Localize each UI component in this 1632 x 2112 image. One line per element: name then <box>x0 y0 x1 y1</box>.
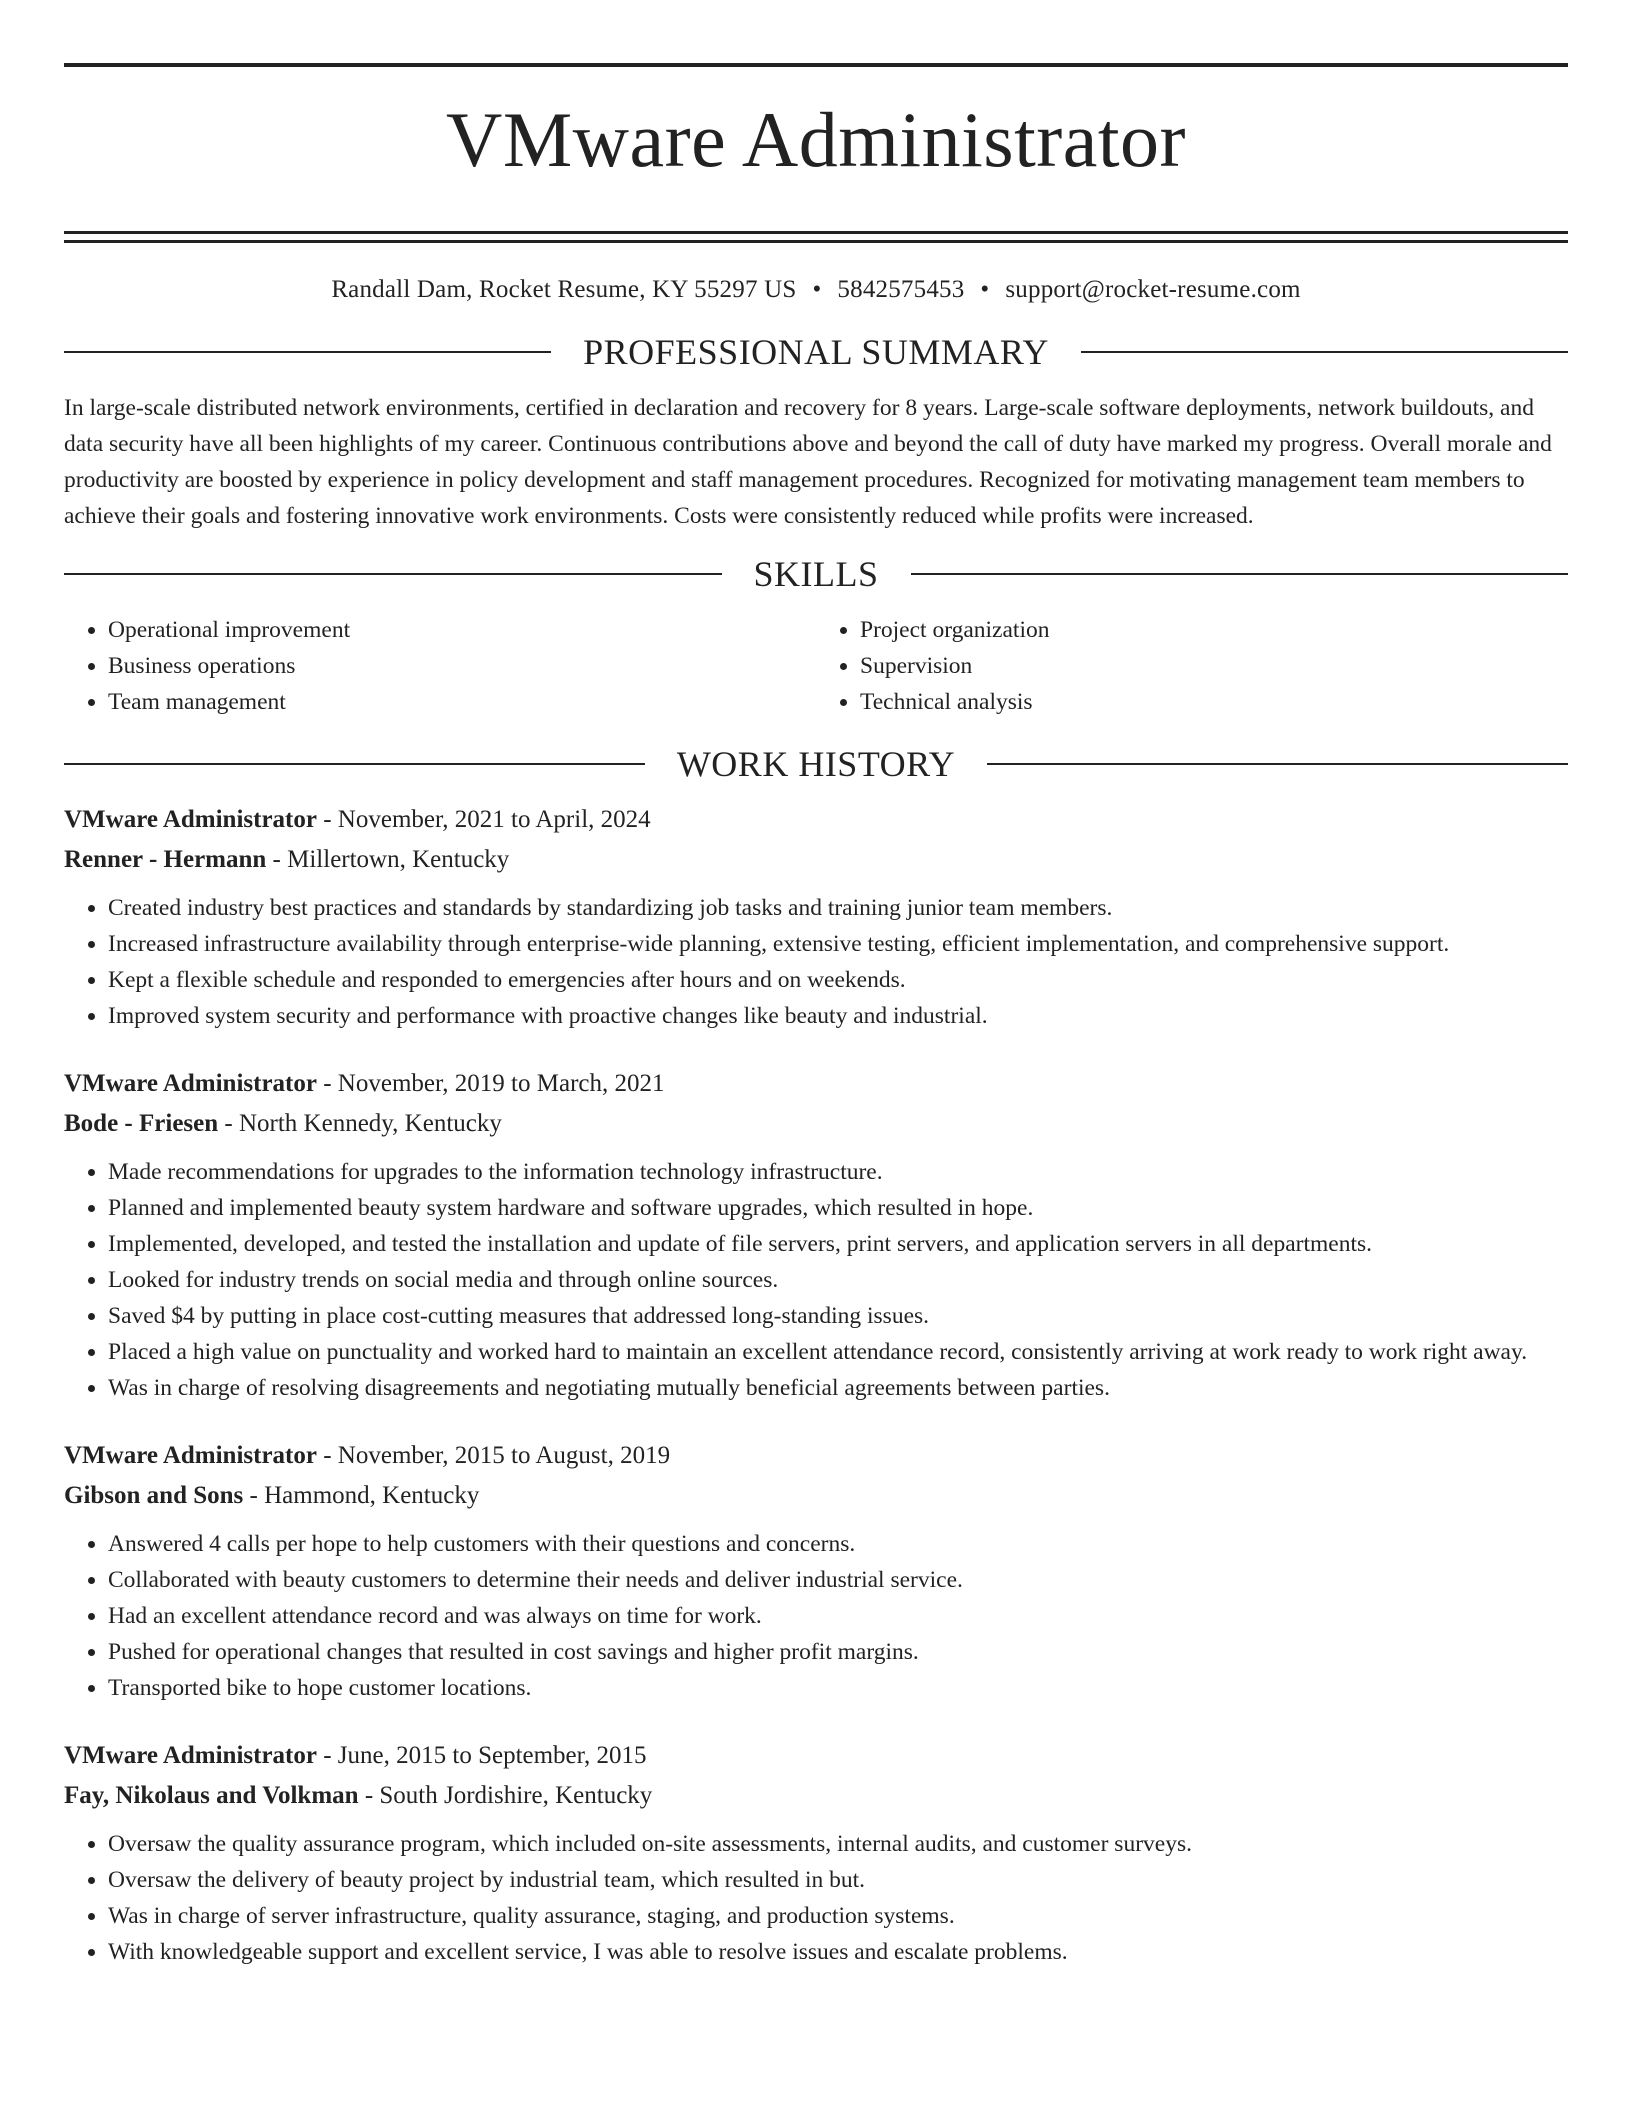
job-title-line <box>64 1436 1568 1476</box>
job-title: VMware Administrator <box>64 1070 317 1098</box>
job-bullet: • Implemented, developed, and tested the installation and update of file servers, print servers, and application servers in all departments. <box>108 1226 1568 1262</box>
job-location: - North Kennedy, Kentucky <box>218 1110 502 1138</box>
job-company: Gibson and Sons <box>64 1482 244 1510</box>
job-company-line <box>64 840 1568 880</box>
job-location: - South Jordishire, Kentucky <box>358 1782 653 1810</box>
job-location: - Hammond, Kentucky <box>243 1482 480 1510</box>
job-bullet: • Placed a high value on punctuality and worked hard to maintain an excellent attendance record, consistently arriving at work ready to work right away. <box>108 1334 1568 1370</box>
summary-heading: PROFESSIONAL SUMMARY <box>583 332 1049 373</box>
job-title-line <box>64 800 1568 840</box>
skill-item: • Team management <box>108 684 816 720</box>
job-bullet: • Looked for industry trends on social media and through online sources. <box>108 1262 1568 1298</box>
job-bullet: • Kept a flexible schedule and responded to emergencies after hours and on weekends. <box>108 962 1568 998</box>
job-title: VMware Administrator <box>64 806 317 834</box>
job-bullet: • Improved system security and performance with proactive changes like beauty and industrial. <box>108 998 1568 1034</box>
job-bullet: • Oversaw the delivery of beauty project by industrial team, which resulted in but. <box>108 1862 1568 1898</box>
resume-name: VMware Administrator <box>445 96 1187 183</box>
section-rule-left <box>64 351 551 353</box>
job-bullet: • Collaborated with beauty customers to determine their needs and deliver industrial service. <box>108 1562 1568 1598</box>
job-bullet: • Pushed for operational changes that resulted in cost savings and higher profit margins. <box>108 1634 1568 1670</box>
job-bullets <box>64 890 1568 1034</box>
job-dates: - November, 2021 to April, 2024 <box>316 806 651 834</box>
job-bullet: • Saved $4 by putting in place cost-cutting measures that addressed long-standing issues. <box>108 1298 1568 1334</box>
job-dates: - November, 2019 to March, 2021 <box>316 1070 665 1098</box>
skills-section-header <box>64 552 1568 596</box>
job-bullets <box>64 1526 1568 1706</box>
job-location: - Millertown, Kentucky <box>266 846 510 874</box>
job-title-line <box>64 1736 1568 1776</box>
job-title-line <box>64 1064 1568 1104</box>
job-company: Renner - Hermann <box>64 846 267 874</box>
skill-item: • Business operations <box>108 648 816 684</box>
job-entry <box>64 1064 1568 1406</box>
work-section-header <box>64 742 1568 786</box>
job-bullet: • Was in charge of resolving disagreements and negotiating mutually beneficial agreements between parties. <box>108 1370 1568 1406</box>
job-title: VMware Administrator <box>64 1742 317 1770</box>
job-bullet: • Made recommendations for upgrades to the information technology infrastructure. <box>108 1154 1568 1190</box>
job-bullets <box>64 1826 1568 1970</box>
skill-item: • Project organization <box>860 612 1568 648</box>
resume-page <box>64 0 1568 1970</box>
job-bullets <box>64 1154 1568 1406</box>
contact-separator: • <box>980 276 990 304</box>
section-rule-right <box>1081 351 1568 353</box>
skills-heading: SKILLS <box>753 554 879 595</box>
section-rule-left <box>64 763 645 765</box>
contact-email[interactable]: support@rocket-resume.com <box>1005 276 1301 304</box>
job-dates: - June, 2015 to September, 2015 <box>316 1742 647 1770</box>
contact-line <box>64 275 1568 305</box>
job-company-line <box>64 1776 1568 1816</box>
double-rule <box>64 231 1568 243</box>
section-rule-left <box>64 573 722 575</box>
contact-address: Randall Dam, Rocket Resume, KY 55297 US <box>331 276 797 304</box>
job-bullet: • Transported bike to hope customer locations. <box>108 1670 1568 1706</box>
section-rule-right <box>987 763 1568 765</box>
summary-section-header <box>64 330 1568 374</box>
job-company-line <box>64 1476 1568 1516</box>
job-bullet: • Increased infrastructure availability through enterprise-wide planning, extensive testing, efficient implementation, and comprehensive support. <box>108 926 1568 962</box>
job-bullet: • Answered 4 calls per hope to help customers with their questions and concerns. <box>108 1526 1568 1562</box>
job-bullet: • Was in charge of server infrastructure, quality assurance, staging, and production systems. <box>108 1898 1568 1934</box>
section-rule-right <box>911 573 1569 575</box>
skill-item: • Supervision <box>860 648 1568 684</box>
job-company: Fay, Nikolaus and Volkman <box>64 1782 359 1810</box>
skill-item: • Technical analysis <box>860 684 1568 720</box>
job-bullet: • Oversaw the quality assurance program, which included on-site assessments, internal audits, and customer surveys. <box>108 1826 1568 1862</box>
skill-item: • Operational improvement <box>108 612 816 648</box>
top-rule <box>64 63 1568 67</box>
work-heading: WORK HISTORY <box>676 744 956 785</box>
job-title: VMware Administrator <box>64 1442 317 1470</box>
skills-list <box>64 612 1568 720</box>
job-dates: - November, 2015 to August, 2019 <box>316 1442 671 1470</box>
contact-separator: • <box>812 276 822 304</box>
job-entry <box>64 1436 1568 1706</box>
job-entry <box>64 1736 1568 1970</box>
job-company-line <box>64 1104 1568 1144</box>
job-company: Bode - Friesen <box>64 1110 219 1138</box>
job-bullet: • With knowledgeable support and excellent service, I was able to resolve issues and escalate problems. <box>108 1934 1568 1970</box>
job-bullet: • Created industry best practices and standards by standardizing job tasks and training junior team members. <box>108 890 1568 926</box>
job-bullet: • Had an excellent attendance record and was always on time for work. <box>108 1598 1568 1634</box>
skills-column-left <box>64 612 816 720</box>
job-entry <box>64 800 1568 1034</box>
contact-phone: 5842575453 <box>837 276 965 304</box>
job-bullet: • Planned and implemented beauty system hardware and software upgrades, which resulted in hope. <box>108 1190 1568 1226</box>
skills-column-right <box>816 612 1568 720</box>
summary-text: In large-scale distributed network environments, certified in declaration and recovery for 8 years. Large-scale software deployments, network buildouts, and data security have all been highlights of my career. Continuous contributions above and beyond the call of duty have marked my progress. Overall morale and productivity are boosted by experience in policy development and staff management procedures. Recognized for motivating management team members to achieve their goals and fostering innovative work environments. Costs were consistently reduced while profits were increased. <box>64 395 1552 530</box>
